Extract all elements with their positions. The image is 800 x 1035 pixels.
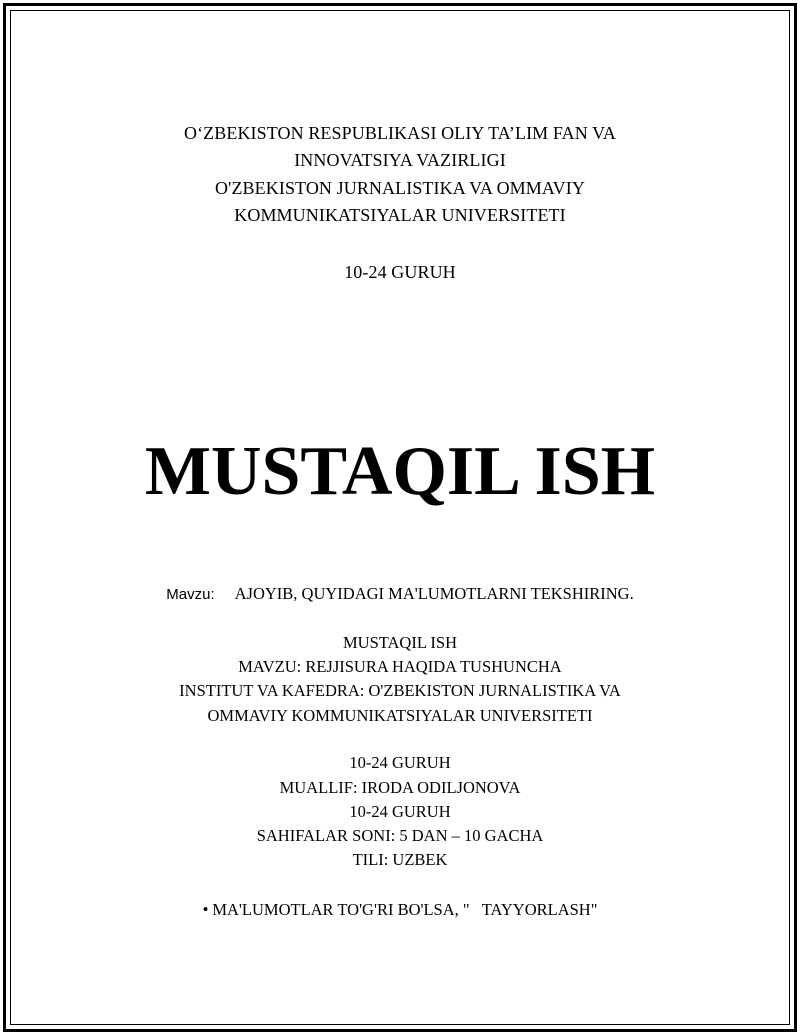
detail-author: MUALLIF: IRODA ODILJONOVA	[279, 778, 521, 797]
detail-group-2: 10-24 GURUH	[349, 802, 451, 821]
topic-label: Mavzu:	[166, 586, 215, 603]
note-line	[0, 899, 800, 921]
detail-work-type: MUSTAQIL ISH	[342, 633, 458, 652]
note-text: MA'LUMOTLAR TO'G'RI BO'LSA, " TAYYORLASH"	[212, 900, 598, 919]
detail-page-count: SAHIFALAR SONI: 5 DAN – 10 GACHA	[256, 826, 544, 845]
header-line-university-1: O'ZBEKISTON JURNALISTIKA VA OMMAVIY	[215, 178, 585, 198]
detail-group-1: 10-24 GURUH	[349, 753, 451, 772]
detail-subject: MAVZU: REJJISURA HAQIDA TUSHUNCHA	[238, 657, 562, 676]
detail-language: TILI: UZBEK	[352, 850, 448, 869]
topic-value: AJOYIB, QUYIDAGI MA'LUMOTLARNI TEKSHIRING.	[234, 584, 634, 603]
bullet-icon: •	[202, 900, 209, 919]
header-line-ministry-2: INNOVATSIYA VAZIRLIGI	[294, 150, 506, 170]
header-group: 10-24 GURUH	[344, 262, 456, 282]
detail-institute-1: INSTITUT VA KAFEDRA: O'ZBEKISTON JURNALISTIKA VA	[179, 681, 621, 700]
header-line-university-2: KOMMUNIKATSIYALAR UNIVERSITETI	[234, 205, 566, 225]
header-line-ministry-1: O‘ZBEKISTON RESPUBLIKASI OLIY TA’LIM FAN VA	[183, 123, 617, 143]
topic-line	[0, 583, 800, 606]
page-title: MUSTAQIL ISH	[144, 433, 656, 510]
detail-institute-2: OMMAVIY KOMMUNIKATSIYALAR UNIVERSITETI	[207, 706, 593, 725]
